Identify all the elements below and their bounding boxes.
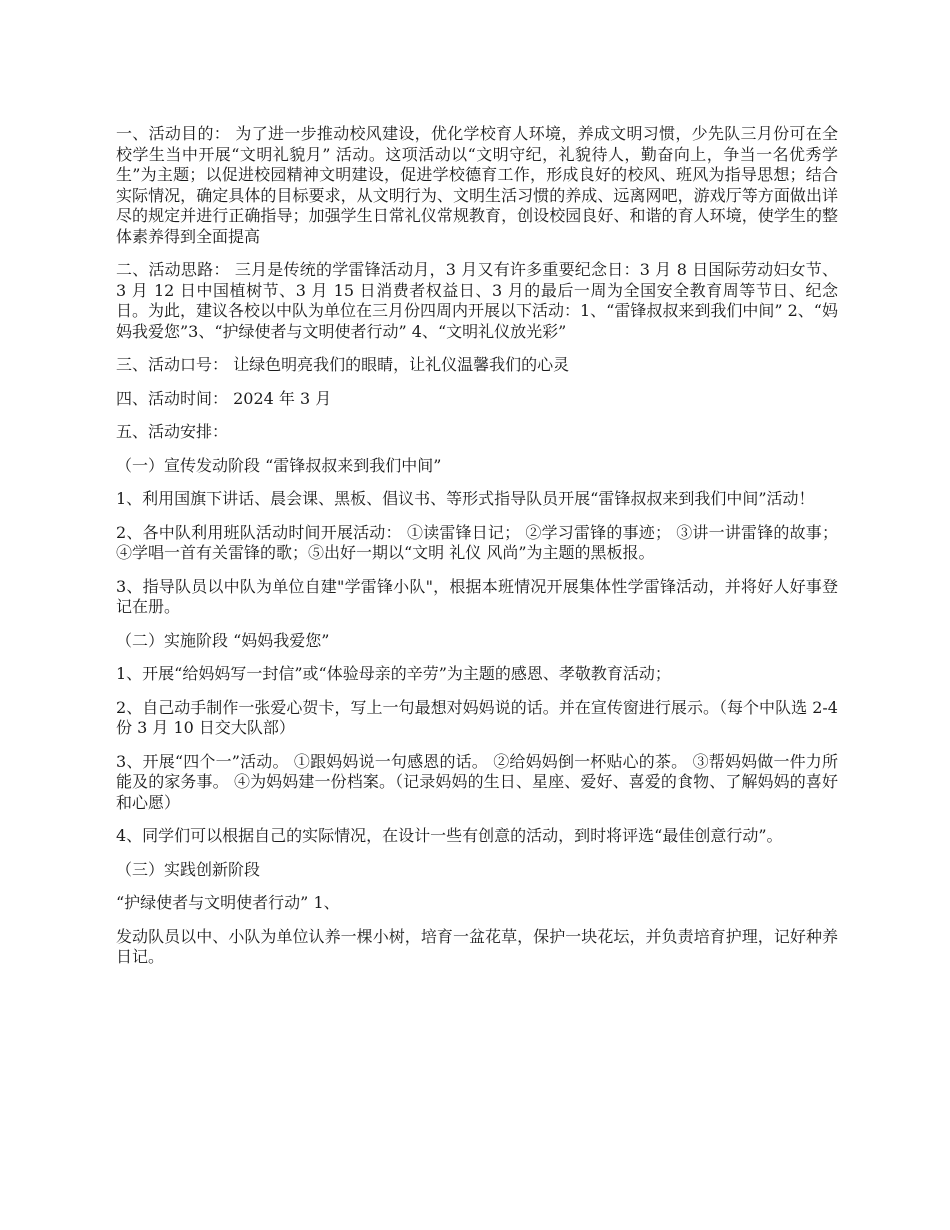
stage-two-heading: （二）实施阶段 “妈妈我爱您” <box>116 630 330 650</box>
stage-two-item-2: 2、自己动手制作一张爱心贺卡，写上一句最想对妈妈说的话。并在宣传窗进行展示。（每个中队选 2-4 份 3 月 10 日交大队部） <box>116 697 838 737</box>
stage-one-item-3: 3、指导队员以中队为单位自建"学雷锋小队"，根据本班情况开展集体性学雷锋活动，并将好人好事登记在册。 <box>116 576 838 616</box>
document-page <box>116 124 838 981</box>
stage-one-item-1: 1、利用国旗下讲话、晨会课、黑板、倡议书、等形式指导队员开展“雷锋叔叔来到我们中间”活动！ <box>116 489 815 508</box>
section-time: 四、活动时间： 2024 年 3 月 <box>116 388 332 408</box>
stage-two-item-4: 4、同学们可以根据自己的实际情况，在设计一些有创意的活动，到时将评选“最佳创意行动”。 <box>116 826 783 845</box>
stage-three-subtitle: “护绿使者与文明使者行动” 1、 <box>116 893 340 912</box>
stage-one-item-2: 2、各中队利用班队活动时间开展活动： ①读雷锋日记； ②学习雷锋的事迹； ③讲一讲雷锋的故事； ④学唱一首有关雷锋的歌；⑤出好一期以“文明 礼仪 风尚”为主题的黑板报。 <box>116 522 838 562</box>
section-arrangement-heading: 五、活动安排： <box>116 422 229 441</box>
stage-two-item-1: 1、开展“给妈妈写一封信”或“体验母亲的辛劳”为主题的感恩、孝敬教育活动； <box>116 664 671 683</box>
section-purpose: 一、活动目的： 为了进一步推动校风建设，优化学校育人环境，养成文明习惯，少先队三月份可在全校学生当中开展“文明礼貌月” 活动。这项活动以“文明守纪，礼貌待人，勤奋向上，争当一名优秀学生”为主题；以促进校园精神文明建设，促进学校德育工作，形成良好的校风、班风为指导思想；结合实际情况，确定具体的目标要求，从文明行为、文明生活习惯的养成、远离网吧，游戏厅等方面做出详尽的规定并进行正确指导；加强学生日常礼仪常规教育，创设校园良好、和谐的育人环境，使学生的整体素养得到全面提高 <box>116 124 838 246</box>
stage-one-heading: （一）宣传发动阶段 “雷锋叔叔来到我们中间” <box>116 455 442 475</box>
section-slogan: 三、活动口号： 让绿色明亮我们的眼睛，让礼仪温馨我们的心灵 <box>116 355 570 374</box>
stage-three-item-1: 发动队员以中、小队为单位认养一棵小树，培育一盆花草，保护一块花坛，并负责培育护理，记好种养日记。 <box>116 926 838 966</box>
section-approach: 二、活动思路： 三月是传统的学雷锋活动月，3 月又有许多重要纪念日：3 月 8 日国际劳动妇女节、3 月 12 日中国植树节、3 月 15 日消费者权益日、3 月的最后一周为全国安全教育周等节日、纪念日。为此，建议各校以中队为单位在三月份四周内开展以下活动：1、“雷锋叔叔来到我们中间” 2、“妈妈我爱您”3、“护绿使者与文明使者行动” 4、“文明礼仪放光彩” <box>116 260 838 341</box>
stage-two-item-3: 3、开展“四个一”活动。 ①跟妈妈说一句感恩的话。 ②给妈妈倒一杯贴心的茶。 ③帮妈妈做一件力所能及的家务事。 ④为妈妈建一份档案。（记录妈妈的生日、星座、爱好、喜爱的食物、了解妈妈的喜好和心愿） <box>116 751 838 812</box>
stage-three-heading: （三）实践创新阶段 <box>116 859 261 879</box>
